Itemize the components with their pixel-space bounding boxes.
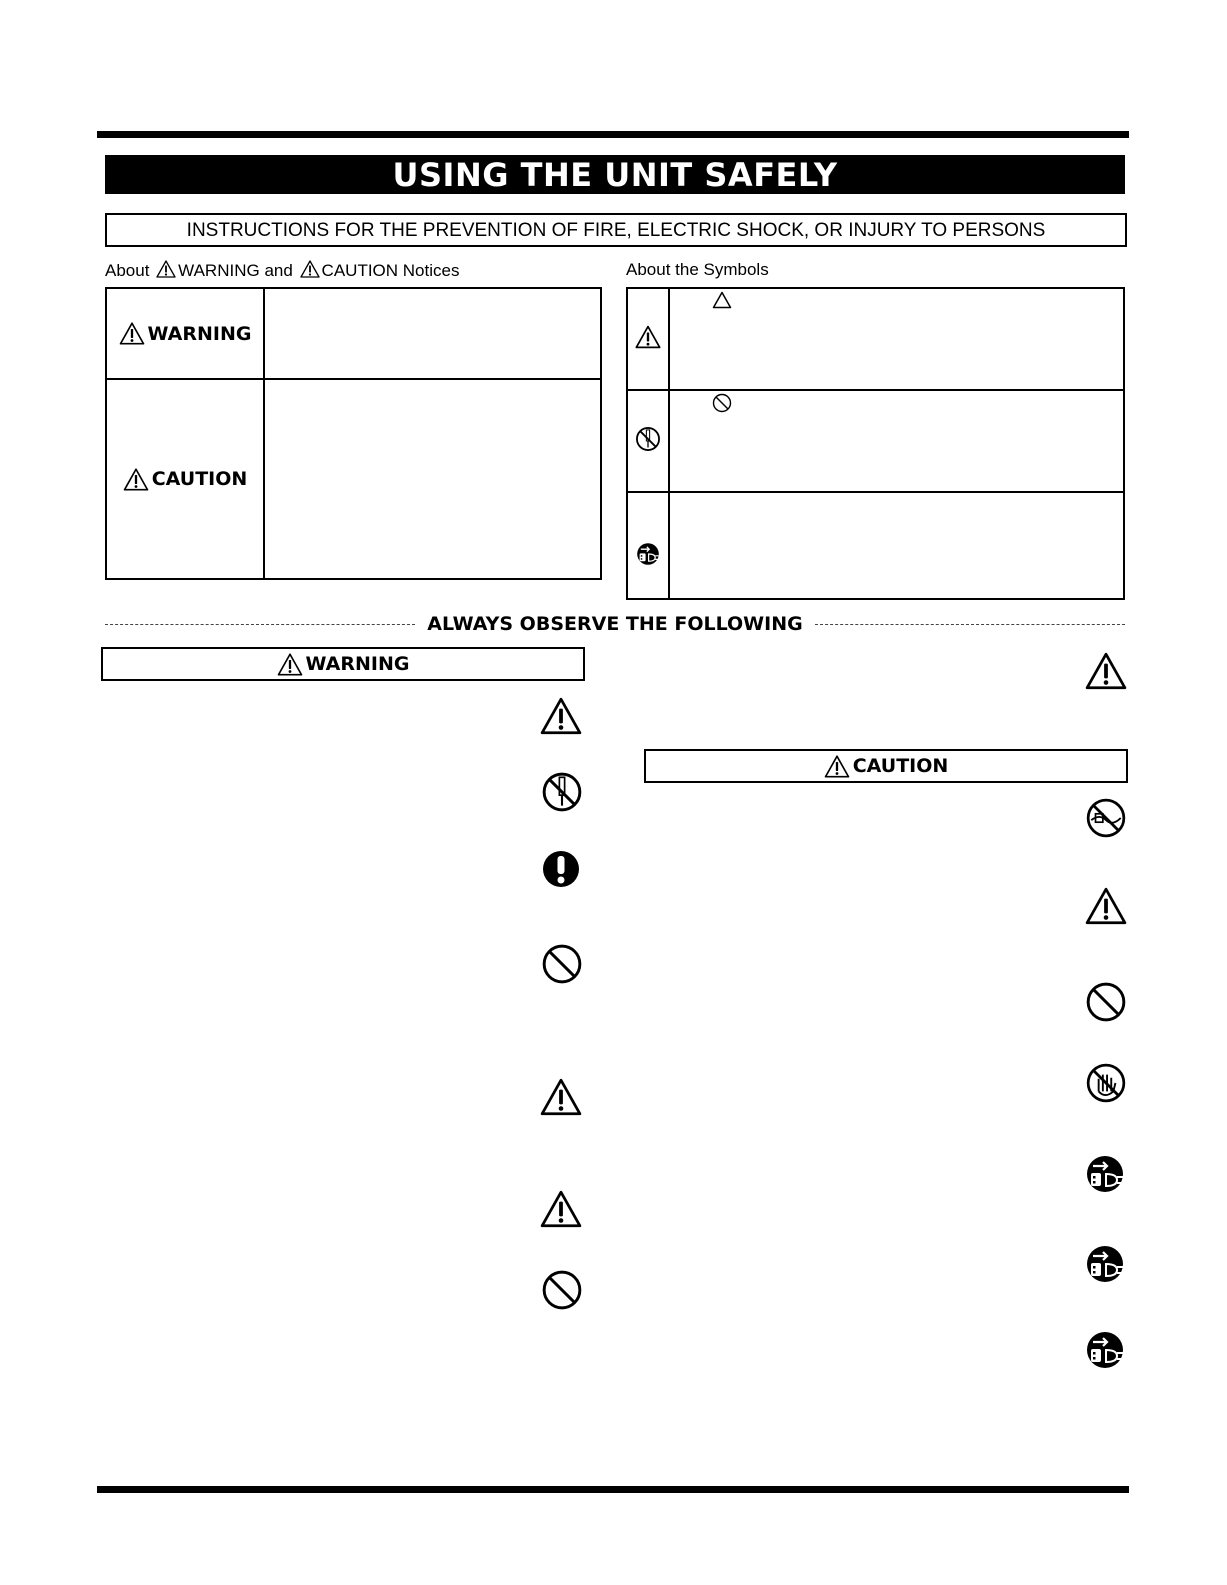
- warning-triangle-icon: [540, 1190, 582, 1228]
- label-suffix: Notices: [402, 261, 460, 280]
- caution-description-cell: [264, 379, 601, 579]
- caution-label: CAUTION: [151, 468, 248, 490]
- prohibition-icon: [1085, 981, 1127, 1023]
- warning-triangle-icon: [300, 260, 320, 278]
- notices-table: [105, 287, 602, 580]
- warning-header: [101, 647, 585, 681]
- warning-triangle-icon: [540, 697, 582, 735]
- symbol-cell: [627, 492, 669, 599]
- notices-section-label: [105, 260, 459, 281]
- triangle-outline-icon: [712, 291, 732, 309]
- warning-header-label: WARNING: [305, 653, 410, 675]
- label-prefix: About: [105, 261, 150, 280]
- symbol-description-cell: [669, 390, 1124, 492]
- warning-description-cell: [264, 288, 601, 379]
- warning-label: WARNING: [147, 322, 252, 345]
- symbol-cell: [627, 288, 669, 390]
- no-plug-pull-by-cord-icon: [1085, 797, 1127, 839]
- page-title: USING THE UNIT SAFELY: [105, 155, 1125, 194]
- label-and: and: [264, 261, 293, 280]
- mandatory-action-icon: [541, 849, 581, 889]
- warning-triangle-icon: [123, 468, 149, 491]
- warning-triangle-icon: [635, 325, 661, 349]
- unplug-icon: [1085, 1154, 1125, 1194]
- warning-triangle-icon: [1085, 652, 1127, 690]
- no-disassembly-icon: [541, 771, 583, 813]
- observe-heading-row: [105, 612, 1125, 636]
- symbols-section-label: About the Symbols: [626, 260, 769, 279]
- prohibition-icon: [541, 1269, 583, 1311]
- warning-label-cell: [106, 288, 264, 379]
- subtitle: INSTRUCTIONS FOR THE PREVENTION OF FIRE, ELECTRIC SHOCK, OR INJURY TO PERSONS: [105, 213, 1127, 247]
- warning-triangle-icon: [1085, 887, 1127, 925]
- prohibition-icon: [541, 943, 583, 985]
- warning-triangle-icon: [277, 653, 303, 676]
- caution-header: [644, 749, 1128, 783]
- dashed-divider: [105, 624, 415, 625]
- caution-label-cell: [106, 379, 264, 579]
- symbol-cell: [627, 390, 669, 492]
- no-disassembly-icon: [635, 426, 661, 452]
- top-rule: [97, 131, 1129, 138]
- unplug-icon: [636, 542, 660, 566]
- bottom-rule: [97, 1486, 1129, 1493]
- prohibition-icon: [712, 393, 732, 413]
- unplug-icon: [1085, 1244, 1125, 1284]
- caution-header-label: CAUTION: [852, 755, 949, 777]
- no-wet-hands-icon: [1085, 1062, 1127, 1104]
- observe-heading: ALWAYS OBSERVE THE FOLLOWING: [427, 613, 803, 635]
- symbol-description-cell: [669, 288, 1124, 390]
- warning-triangle-icon: [824, 755, 850, 778]
- symbols-table: [626, 287, 1125, 600]
- symbol-description-cell: [669, 492, 1124, 599]
- label-warning: WARNING: [178, 261, 260, 280]
- dashed-divider: [815, 624, 1125, 625]
- unplug-icon: [1085, 1330, 1125, 1370]
- warning-triangle-icon: [540, 1078, 582, 1116]
- warning-triangle-icon: [156, 260, 176, 278]
- warning-triangle-icon: [119, 322, 145, 345]
- label-caution: CAUTION: [321, 261, 399, 280]
